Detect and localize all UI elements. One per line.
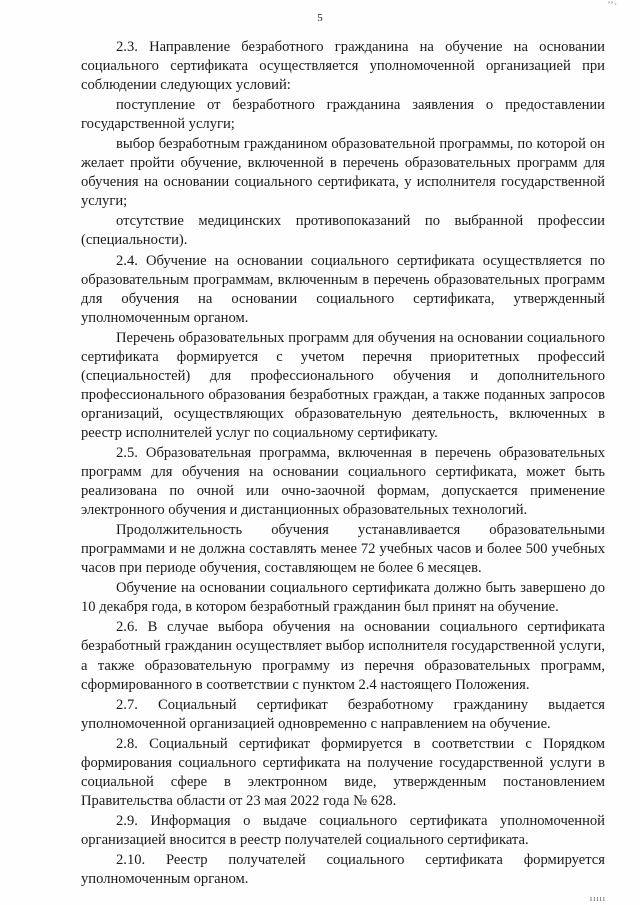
paragraph-2-8: 2.8. Социальный сертификат формируется в соответствии с Порядком формирования социального сертификата на получение государственной услуги в социальной сфере в электронном виде, утвержденным постановлением Правительства области от 23 мая 2022 года № 628. [81,735,605,809]
paragraph-duration: Продолжительность обучения устанавливается образовательными программами и не должна составлять менее 72 учебных часов и более 500 учебных часов при периоде обучения, составляющем не более 6 месяцев. [81,522,605,577]
paragraph-2-6: 2.6. В случае выбора обучения на основании социального сертификата безработный гражданин осуществляет выбор исполнителя государственной услуги, а также образовательную программу из перечня образовательных программ, сформированного в соответствии с пунктом 2.4 настоящего Положения. [81,619,605,693]
paragraph-2-3: 2.3. Направление безработного гражданина на обучение на основании социального сертификата осуществляется уполномоченной организацией при соблюдении следующих условий: [81,39,605,94]
body-text [81,38,605,889]
page-number: 5 [317,12,323,24]
corner-mark-top: ’’· [607,0,618,9]
condition-medical: отсутствие медицинских противопоказаний по выбранной профессии (специальности). [81,213,605,249]
paragraph-2-4: 2.4. Обучение на основании социального сертификата осуществляется по образовательным программам, включенным в перечень образовательных программ для обучения на основании социального сертификата, утвержденный уполномоченным органом. [81,252,605,326]
paragraph-2-7: 2.7. Социальный сертификат безработному гражданину выдается уполномоченной организацией одновременно с направлением на обучение. [81,696,605,732]
paragraph-completion-deadline: Обучение на основании социального сертификата должно быть завершено до 10 декабря года, в котором безработный гражданин был принят на обучение. [81,580,605,616]
paragraph-2-5: 2.5. Образовательная программа, включенная в перечень образовательных программ для обучения на основании социального сертификата, может быть реализована по очной или очно-заочной формам, допускается применение электронного обучения и дистанционных образовательных технологий. [81,444,605,519]
condition-program-choice: выбор безработным гражданином образовательной программы, по которой он желает пройти обучение, включенной в перечень образовательных программ для обучения на основании социального сертификата, у исполнителя государственной услуги; [81,136,605,210]
paragraph-2-9: 2.9. Информация о выдаче социального сертификата уполномоченной организацией вносится в реестр получателей социального сертификата. [81,812,605,848]
corner-mark-bottom: ııııı [589,894,606,903]
paragraph-2-10: 2.10. Реестр получателей социального сертификата формируется уполномоченным органом. [81,851,605,888]
condition-application: поступление от безработного гражданина заявления о предоставлении государственной услуги; [81,97,605,133]
paragraph-program-list: Перечень образовательных программ для обучения на основании социального сертификата формируется с учетом перечня приоритетных профессий (специальностей) для профессионального обучения и дополнительного профессионального образования безработных граждан, а также поданных запросов организаций, осуществляющих образовательную деятельность, включенных в реестр исполнителей услуг по социальному сертификату. [81,329,605,441]
